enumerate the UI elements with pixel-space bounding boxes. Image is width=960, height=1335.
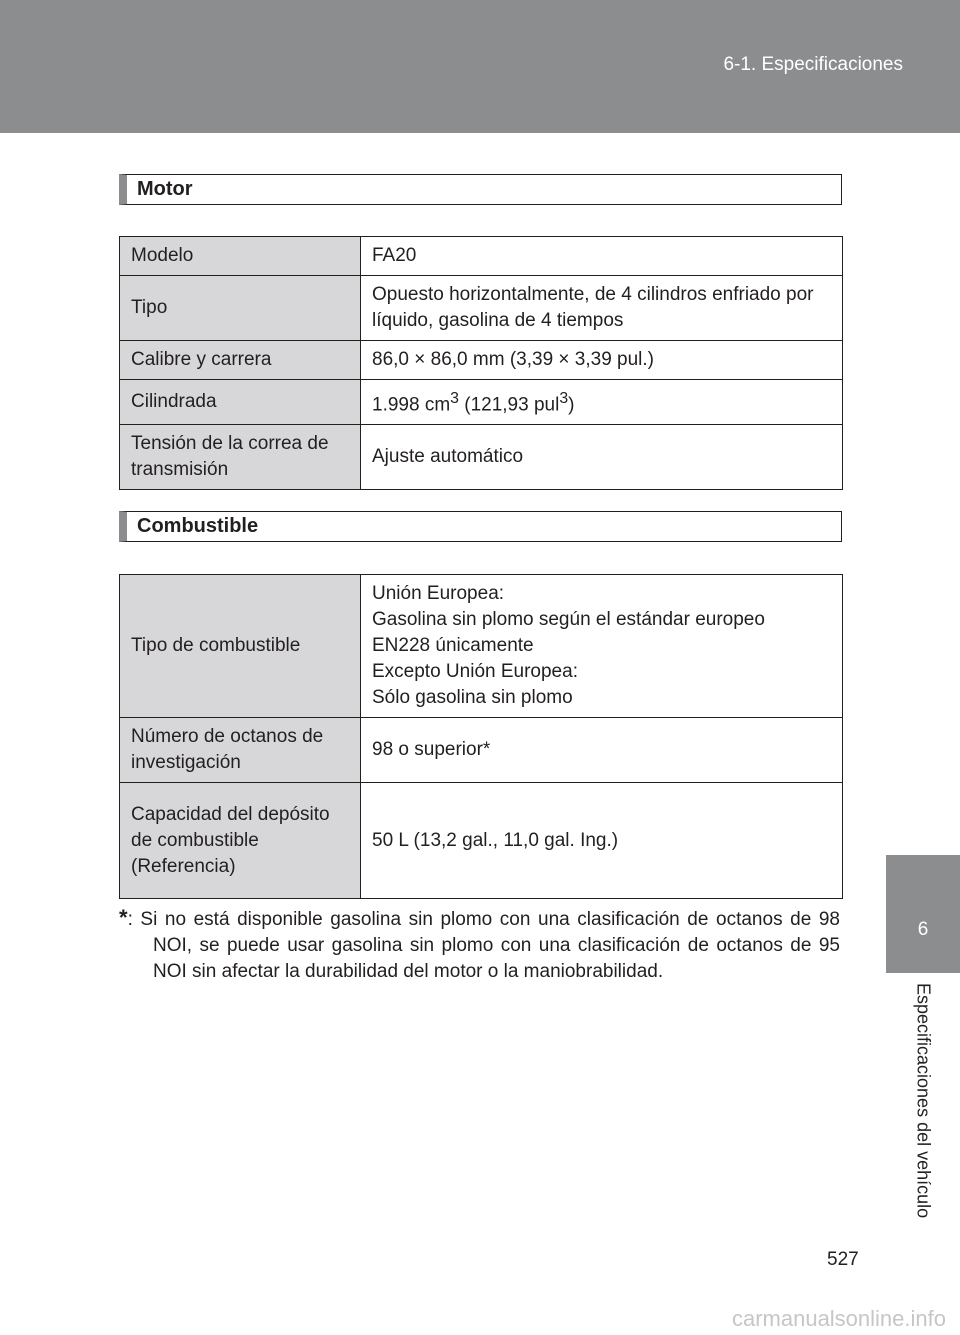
footnote — [119, 905, 840, 985]
page-number: 527 — [827, 1249, 859, 1270]
chapter-tab — [886, 855, 960, 973]
displacement-cc: 1.998 cm — [372, 394, 451, 416]
row-label: Tipo de combustible — [120, 575, 361, 718]
table-row — [120, 341, 843, 380]
superscript: 3 — [559, 390, 569, 407]
value-line: Sólo gasolina sin plomo — [372, 687, 573, 708]
table-row — [120, 276, 843, 341]
row-value: 50 L (13,2 gal., 11,0 gal. Ing.) — [361, 783, 843, 899]
row-label: Capacidad del depósito de combustible (Referencia) — [120, 783, 361, 899]
table-row — [120, 783, 843, 899]
footnote-marker: * — [119, 905, 128, 930]
table-row — [120, 718, 843, 783]
table-row — [120, 575, 843, 718]
closing-paren: ) — [568, 394, 575, 416]
displacement-cuin: (121,93 pul — [458, 394, 560, 416]
motor-heading: Motor — [119, 174, 842, 205]
table-row — [120, 237, 843, 276]
row-value: FA20 — [361, 237, 843, 276]
row-value: 86,0 × 86,0 mm (3,39 × 3,39 pul.) — [361, 341, 843, 380]
row-value — [361, 380, 843, 425]
fuel-spec-table — [119, 574, 843, 899]
section-title: 6-1. Especificaciones — [723, 54, 903, 75]
header-bar — [0, 0, 960, 133]
chapter-title: Especificaciones del vehículo — [913, 983, 934, 1219]
row-label: Modelo — [120, 237, 361, 276]
fuel-heading: Combustible — [119, 511, 842, 542]
watermark: carmanualsonline.info — [731, 1306, 946, 1331]
row-label: Tipo — [120, 276, 361, 341]
footnote-text: : Si no está disponible gasolina sin plomo con una clasificación de octanos de 98 NOI, se puede usar gasolina sin plomo con una clasificación de octanos de 95 NOI sin afectar la durabilidad del motor o la maniobrabilidad. — [127, 909, 840, 982]
row-value: Ajuste automático — [361, 425, 843, 490]
row-label: Calibre y carrera — [120, 341, 361, 380]
value-line: Unión Europea: — [372, 583, 505, 604]
value-line: Gasolina sin plomo según el estándar europeo — [372, 609, 765, 630]
row-label: Número de octanos de investigación — [120, 718, 361, 783]
footnote-line — [119, 905, 840, 985]
row-value: 98 o superior* — [361, 718, 843, 783]
chapter-title-tab — [886, 973, 960, 1255]
table-row — [120, 380, 843, 425]
value-line: EN228 únicamente — [372, 635, 534, 656]
chapter-number: 6 — [917, 919, 929, 940]
row-label: Cilindrada — [120, 380, 361, 425]
row-value: Opuesto horizontalmente, de 4 cilindros enfriado por líquido, gasolina de 4 tiempos — [361, 276, 843, 341]
row-value — [361, 575, 843, 718]
value-line: Excepto Unión Europea: — [372, 661, 578, 682]
motor-spec-table — [119, 236, 843, 490]
superscript: 3 — [450, 390, 459, 407]
row-label: Tensión de la correa de transmisión — [120, 425, 361, 490]
table-row — [120, 425, 843, 490]
